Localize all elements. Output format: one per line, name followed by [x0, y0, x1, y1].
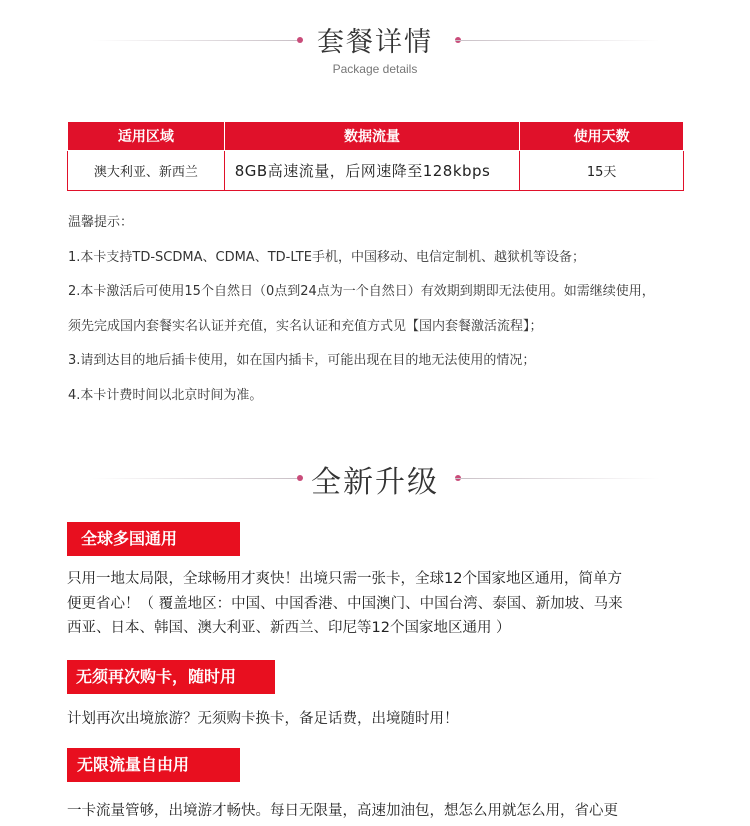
tip-item: 须先完成国内套餐实名认证并充值，实名认证和充值方式见【国内套餐激活流程】；	[68, 318, 543, 334]
feature-line: 计划再次出境旅游？无须购卡换卡，备足话费，出境随时用！	[67, 711, 459, 727]
feature-line: 便更省心！（ 覆盖地区：中国、中国香港、中国澳门、中国台湾、泰国、新加坡、马来	[67, 595, 623, 612]
heading-divider-right	[455, 478, 660, 479]
tip-item: 4.本卡计费时间以北京时间为准。	[68, 387, 263, 403]
cell-region: 澳大利亚、新西兰	[68, 151, 225, 191]
tip-item: 2.本卡激活后可使用15个自然日（0点到24点为一个自然日）有效期到期即无法使用。如需继续使用，	[68, 284, 655, 299]
feature-label-no-repurchase: 无须再次购卡，随时用	[67, 660, 275, 694]
feature-text-no-repurchase	[67, 707, 687, 732]
package-details-heading	[0, 18, 750, 78]
heading-divider-right	[455, 40, 660, 41]
section-subtitle: Package details	[332, 62, 418, 76]
table-header-row	[68, 122, 684, 151]
feature-text-global	[67, 567, 687, 641]
header-days: 使用天数	[520, 122, 684, 151]
header-region: 适用区域	[68, 122, 225, 151]
feature-label-global: 全球多国通用	[67, 522, 240, 556]
section-title: 套餐详情	[317, 27, 433, 58]
cell-days: 15天	[520, 151, 684, 191]
upgrade-heading	[0, 455, 750, 505]
tips-block	[68, 212, 748, 419]
feature-line: 西亚、日本、韩国、澳大利亚、新西兰、印尼等12个国家地区通用 ）	[67, 620, 511, 636]
feature-label-unlimited-data: 无限流量自由用	[67, 748, 240, 782]
tip-item: 3.请到达目的地后插卡使用，如在国内插卡，可能出现在目的地无法使用的情况；	[68, 353, 536, 368]
table-row	[68, 151, 684, 191]
feature-line: 一卡流量管够，出境游才畅快。每日无限量，高速加油包，想怎么用就怎么用，省心更	[67, 803, 618, 819]
tips-heading: 温馨提示：	[68, 215, 134, 230]
tip-item: 1.本卡支持TD-SCDMA、CDMA、TD-LTE手机，中国移动、电信定制机、越狱机等设备；	[68, 249, 585, 265]
cell-data-traffic: 8GB高速流量，后网速降至128kbps	[224, 151, 520, 191]
feature-text-unlimited-data	[67, 799, 687, 824]
package-table	[67, 121, 684, 191]
header-data-traffic: 数据流量	[224, 122, 520, 151]
feature-line: 只用一地太局限，全球畅用才爽快！出境只需一张卡，全球12个国家地区通用，简单方	[67, 571, 622, 587]
section-title: 全新升级	[311, 465, 439, 500]
